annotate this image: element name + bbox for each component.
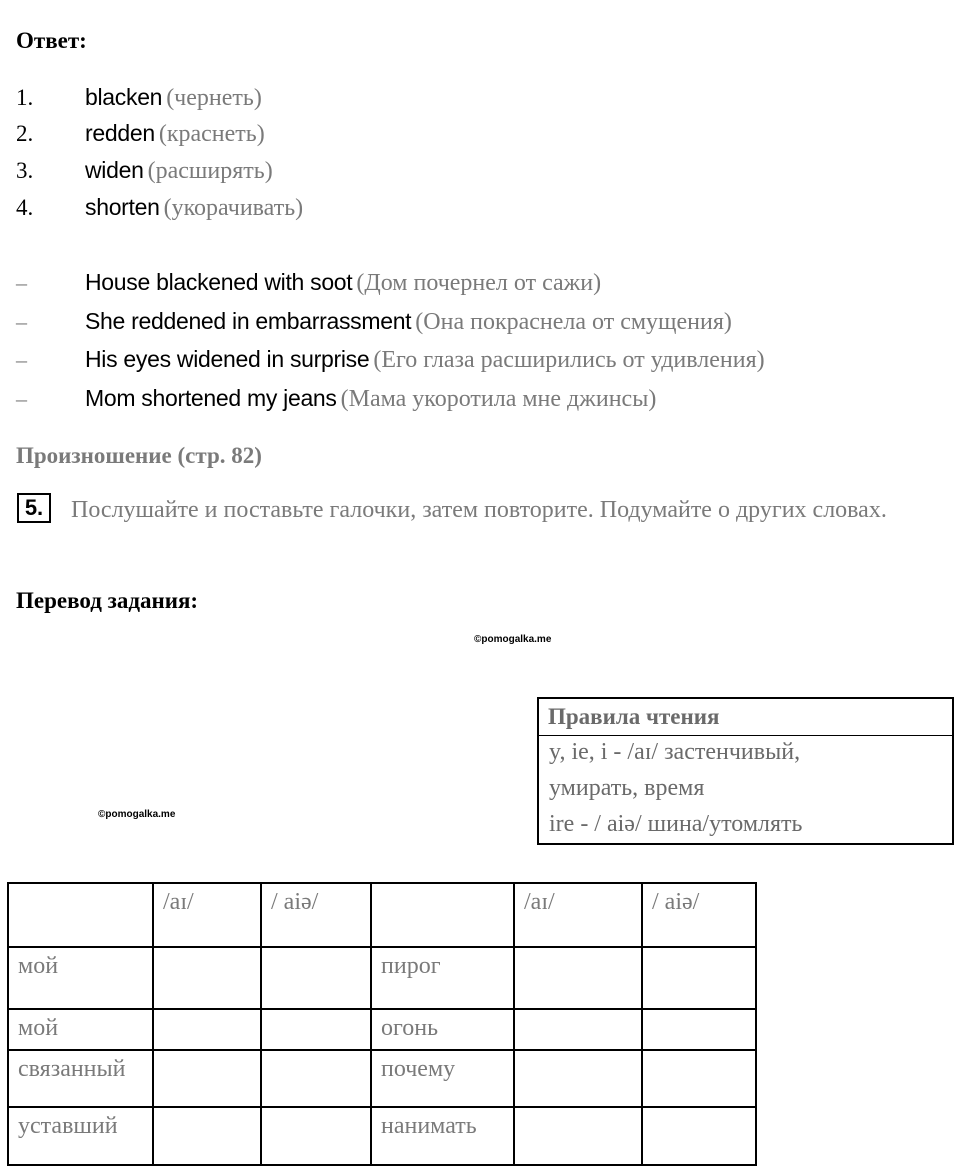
- item-number: 1.: [16, 85, 34, 110]
- header-cell: / aiə/: [642, 883, 756, 947]
- watermark: ©pomogalka.me: [474, 634, 552, 645]
- bullet-dash: –: [16, 347, 27, 372]
- word-cell: уставший: [8, 1107, 153, 1165]
- english-word: shorten: [85, 194, 160, 220]
- header-cell: [371, 883, 514, 947]
- item-text: [85, 120, 265, 148]
- word-cell: мой: [8, 947, 153, 1009]
- word-cell: связанный: [8, 1050, 153, 1107]
- russian-translation: (чернеть): [166, 85, 262, 111]
- sentence-text: [85, 385, 656, 413]
- header-cell: / aiə/: [261, 883, 371, 947]
- tick-cell[interactable]: [261, 1009, 371, 1050]
- russian-translation: (Она покраснела от смущения): [415, 309, 732, 335]
- answer-heading: Ответ:: [16, 28, 87, 53]
- russian-translation: (укорачивать): [163, 195, 304, 221]
- word-cell: огонь: [371, 1009, 514, 1050]
- tick-cell[interactable]: [261, 947, 371, 1009]
- tick-cell[interactable]: [261, 1107, 371, 1165]
- russian-translation: (Мама укоротила мне джинсы): [340, 386, 657, 412]
- russian-translation: (Дом почернел от сажи): [356, 270, 602, 296]
- phonetics-table: [7, 882, 757, 1166]
- tick-cell[interactable]: [153, 947, 261, 1009]
- table-row: [8, 947, 756, 1009]
- item-text: [85, 194, 303, 222]
- exercise-number-badge: 5.: [17, 493, 51, 523]
- tick-cell[interactable]: [261, 1050, 371, 1107]
- table-header-row: [8, 883, 756, 947]
- item-number: 4.: [16, 195, 34, 220]
- item-text: [85, 157, 273, 185]
- english-sentence: House blackened with soot: [85, 269, 353, 295]
- word-cell: почему: [371, 1050, 514, 1107]
- tick-cell[interactable]: [514, 1107, 642, 1165]
- table-row: [8, 1050, 756, 1107]
- rule-line: y, ie, i - /aɪ/ застенчивый,: [549, 739, 801, 765]
- sentence-text: [85, 308, 732, 336]
- sentence-text: [85, 346, 765, 374]
- exercise-instruction: Послушайте и поставьте галочки, затем повторите. Подумайте о других словах.: [71, 497, 887, 523]
- english-sentence: Mom shortened my jeans: [85, 385, 337, 411]
- word-cell: пирог: [371, 947, 514, 1009]
- header-cell: /aɪ/: [514, 883, 642, 947]
- table-row: [8, 1009, 756, 1050]
- tick-cell[interactable]: [153, 1050, 261, 1107]
- tick-cell[interactable]: [642, 1050, 756, 1107]
- translation-heading: Перевод задания:: [16, 588, 199, 613]
- tick-cell[interactable]: [514, 1050, 642, 1107]
- header-cell: [8, 883, 153, 947]
- table-row: [8, 1107, 756, 1165]
- watermark: ©pomogalka.me: [98, 809, 176, 820]
- english-sentence: His eyes widened in surprise: [85, 346, 370, 372]
- tick-cell[interactable]: [153, 1107, 261, 1165]
- word-cell: мой: [8, 1009, 153, 1050]
- tick-cell[interactable]: [642, 1107, 756, 1165]
- english-sentence: She reddened in embarrassment: [85, 308, 412, 334]
- item-text: [85, 84, 262, 112]
- russian-translation: (расширять): [147, 158, 273, 184]
- english-word: widen: [85, 157, 144, 183]
- rule-line: ire - / aiə/ шина/утомлять: [549, 811, 803, 837]
- tick-cell[interactable]: [642, 947, 756, 1009]
- reading-rules-box: [537, 697, 954, 845]
- sentence-text: [85, 269, 601, 297]
- bullet-dash: –: [16, 270, 27, 295]
- russian-translation: (краснеть): [158, 121, 265, 147]
- item-number: 3.: [16, 158, 34, 183]
- bullet-dash: –: [16, 309, 27, 334]
- word-cell: нанимать: [371, 1107, 514, 1165]
- english-word: blacken: [85, 84, 163, 110]
- header-cell: /aɪ/: [153, 883, 261, 947]
- reading-rules-title: Правила чтения: [539, 699, 952, 736]
- tick-cell[interactable]: [642, 1009, 756, 1050]
- russian-translation: (Его глаза расширились от удивления): [373, 347, 765, 373]
- tick-cell[interactable]: [514, 947, 642, 1009]
- tick-cell[interactable]: [153, 1009, 261, 1050]
- item-number: 2.: [16, 121, 34, 146]
- rule-line: умирать, время: [549, 775, 705, 801]
- bullet-dash: –: [16, 386, 27, 411]
- pronunciation-heading: Произношение (стр. 82): [16, 443, 262, 468]
- english-word: redden: [85, 120, 155, 146]
- tick-cell[interactable]: [514, 1009, 642, 1050]
